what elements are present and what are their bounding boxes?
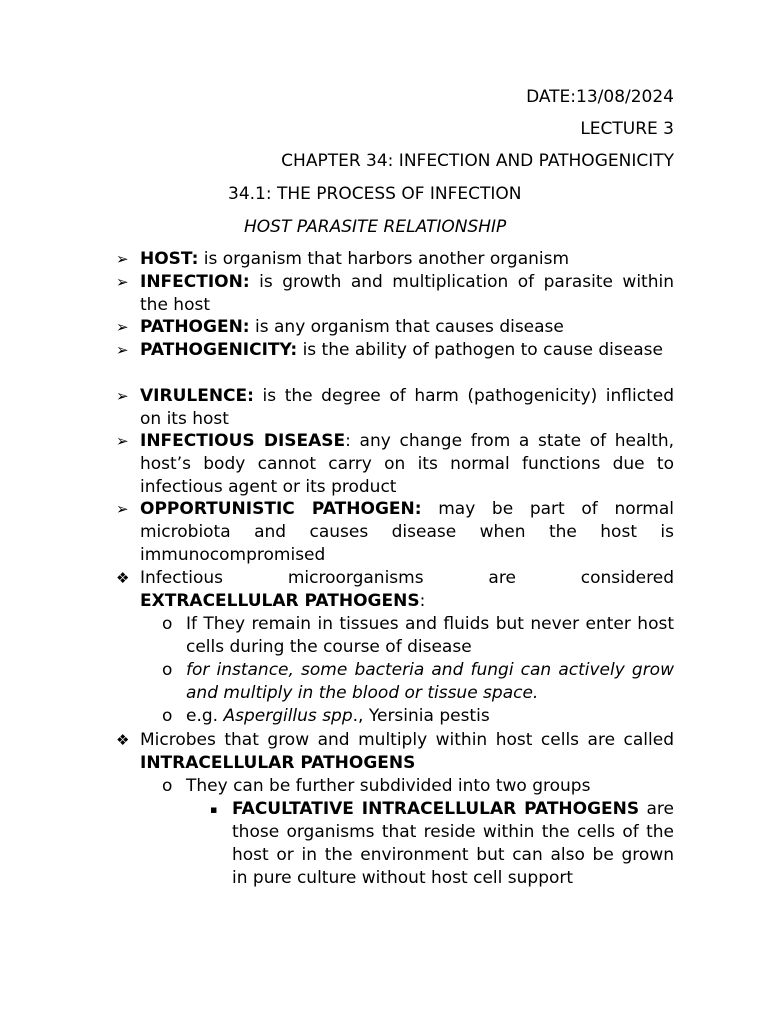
- lecture-line: LECTURE 3: [580, 119, 674, 139]
- arrow-bullet-icon: ➢: [116, 387, 129, 405]
- intracellular-intro-text: Microbes that grow and multiply within host cells are called: [140, 730, 674, 750]
- intracellular-intro: [116, 729, 674, 775]
- arrow-bullet-icon: ➢: [116, 318, 129, 336]
- extracellular-term-line: [140, 590, 674, 613]
- definition-term: HOST:: [140, 249, 199, 269]
- definition-term: PATHOGEN:: [140, 317, 250, 337]
- chapter-title: CHAPTER 34: INFECTION AND PATHOGENICITY: [281, 151, 674, 171]
- example-prefix: e.g.: [186, 706, 224, 726]
- facultative-text: are those organisms that reside within the cells of the host or in the environment but can also be grown in pure culture without host cell support: [232, 799, 674, 888]
- definition-text: is the ability of pathogen to cause disease: [297, 340, 663, 360]
- definition-infectious-disease: [116, 430, 674, 499]
- extracellular-point-3: [162, 705, 674, 728]
- circle-bullet-icon: o: [162, 614, 173, 634]
- circle-bullet-icon: o: [162, 776, 173, 796]
- definition-text: is the degree of harm (pathogenicity) inflicted on its host: [140, 386, 674, 429]
- definition-term: PATHOGENICITY:: [140, 340, 298, 360]
- definition-infection: [116, 271, 674, 317]
- extracellular-intro: [116, 567, 674, 590]
- square-bullet-icon: ▪: [210, 803, 218, 816]
- extracellular-point-1: [162, 613, 674, 659]
- extracellular-intro-text: Infectious microorganisms are considered: [140, 568, 674, 588]
- diamond-bullet-icon: ❖: [116, 569, 130, 587]
- definition-term: VIRULENCE:: [140, 386, 254, 406]
- definition-pathogen: [116, 316, 674, 339]
- definition-pathogenicity: [116, 339, 674, 362]
- extracellular-point-text: If They remain in tissues and fluids but never enter host cells during the course of disease: [186, 614, 674, 657]
- diamond-bullet-icon: ❖: [116, 731, 130, 749]
- example-rest: ., Yersinia pestis: [352, 706, 490, 726]
- intracellular-subpoint: [162, 775, 674, 798]
- facultative-term: FACULTATIVE INTRACELLULAR PATHOGENS: [232, 799, 640, 819]
- section-title: 34.1: THE PROCESS OF INFECTION: [228, 184, 522, 204]
- definition-text: is growth and multiplication of parasite within the host: [140, 272, 674, 315]
- definition-text: is organism that harbors another organism: [198, 249, 570, 269]
- definition-term: INFECTION:: [140, 272, 250, 292]
- example-genus: Aspergillus spp: [223, 706, 353, 726]
- intracellular-subpoint-text: They can be further subdivided into two groups: [186, 776, 591, 796]
- intracellular-term: INTRACELLULAR PATHOGENS: [140, 753, 416, 773]
- arrow-bullet-icon: ➢: [116, 250, 129, 268]
- date-line: DATE:13/08/2024: [526, 87, 674, 107]
- circle-bullet-icon: o: [162, 660, 173, 680]
- definition-virulence: [116, 385, 674, 431]
- definition-text: may be part of normal microbiota and causes disease when the host is immunocompromised: [140, 499, 675, 565]
- definition-host: [116, 248, 674, 271]
- extracellular-point-2: [162, 659, 674, 705]
- extracellular-colon: :: [419, 591, 426, 611]
- extracellular-point-text: for instance, some bacteria and fungi can actively grow and multiply in the blood or tissue space.: [186, 660, 674, 703]
- arrow-bullet-icon: ➢: [116, 273, 129, 291]
- section-subtitle: HOST PARASITE RELATIONSHIP: [244, 217, 507, 237]
- definition-text: : any change from a state of health, host’s body cannot carry on its normal functions due to infectious agent or its product: [140, 431, 674, 497]
- facultative-intracellular-item: [210, 798, 674, 890]
- definition-opportunistic-pathogen: [116, 498, 675, 567]
- arrow-bullet-icon: ➢: [116, 341, 129, 359]
- definition-term: INFECTIOUS DISEASE: [140, 431, 346, 451]
- definition-text: is any organism that causes disease: [249, 317, 564, 337]
- arrow-bullet-icon: ➢: [116, 432, 129, 450]
- definition-term: OPPORTUNISTIC PATHOGEN:: [140, 499, 422, 519]
- extracellular-term: EXTRACELLULAR PATHOGENS: [140, 591, 420, 611]
- arrow-bullet-icon: ➢: [116, 500, 129, 518]
- circle-bullet-icon: o: [162, 706, 173, 726]
